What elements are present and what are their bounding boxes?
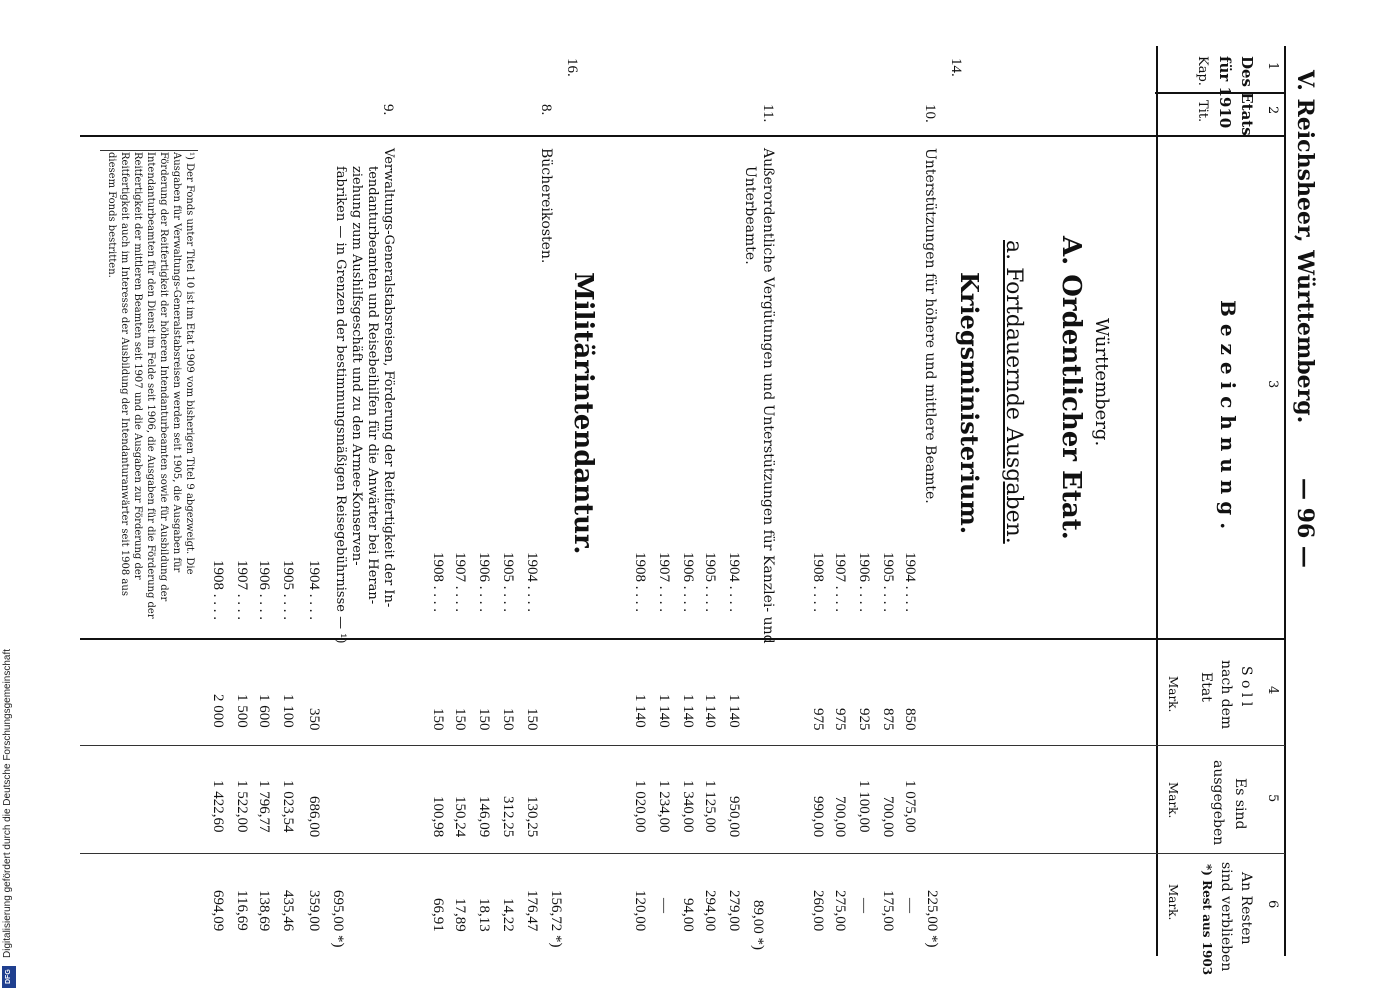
year-label: 1906 . . . .: [680, 552, 696, 612]
col4-rule: [80, 745, 1285, 746]
soll-value: 150: [430, 708, 446, 731]
rest-value: 176,47: [524, 890, 540, 932]
year-label: 1905 . . . .: [280, 560, 296, 620]
item-text: Außerordentliche Vergütungen und Unterstützungen für Kanzlei- und: [760, 148, 776, 644]
rest-value: 138,69: [256, 890, 272, 932]
year-label: 1904 . . . .: [902, 552, 918, 612]
soll-value: 1 140: [726, 694, 742, 728]
titel-number: 9.: [380, 104, 396, 116]
soll-value: 975: [832, 708, 848, 731]
soll-value: 925: [856, 708, 872, 731]
item-text: Büchereikosten.: [538, 148, 554, 264]
header-etat-b: für 1910: [1216, 56, 1234, 129]
col-number-6: 6: [1265, 900, 1280, 909]
year-label: 1904 . . . .: [726, 552, 742, 612]
rest-value: —: [902, 898, 918, 913]
heading-fortdauernde-ausgaben: a. Fortdauernde Ausgaben.: [1001, 240, 1026, 544]
col-number-1: 1: [1265, 62, 1280, 71]
rest-value: —: [656, 898, 672, 913]
year-label: 1904 . . . .: [524, 552, 540, 612]
soll-value: 150: [452, 708, 468, 731]
header-kap: Kap.: [1195, 56, 1210, 86]
header-rest-c: *) Rest aus 1903: [1200, 864, 1214, 976]
soll-value: 1 500: [234, 694, 250, 728]
soll-value: 350: [306, 708, 322, 731]
ausgegeben-value: 1 075,00: [902, 780, 918, 833]
year-label: 1907 . . . .: [656, 552, 672, 612]
year-label: 1904 . . . .: [306, 560, 322, 620]
soll-value: 1 140: [632, 694, 648, 728]
ausgegeben-value: 1 125,00: [702, 780, 718, 833]
rest-value: 359,00: [306, 890, 322, 932]
ausgegeben-value: 146,09: [476, 796, 492, 838]
header-tit: Tit.: [1195, 100, 1210, 123]
ausgegeben-value: 1 522,00: [234, 780, 250, 833]
header-body-rule: [1156, 46, 1158, 956]
rest-value: 66,91: [430, 898, 446, 932]
rest-value: 175,00: [880, 890, 896, 932]
header-soll-a: S o l l: [1238, 666, 1254, 707]
col5-rule: [80, 853, 1285, 854]
soll-value: 1 600: [256, 694, 272, 728]
kapitel-14: 14.: [948, 58, 964, 77]
ausgegeben-value: 1 100,00: [856, 780, 872, 833]
header-ausg-a: Es sind: [1232, 778, 1248, 830]
year-label: 1907 . . . .: [234, 560, 250, 620]
ausgegeben-value: 312,25: [500, 796, 516, 838]
year-label: 1907 . . . .: [832, 552, 848, 612]
footnote-rule: [100, 150, 198, 151]
soll-value: 875: [880, 708, 896, 731]
year-label: 1905 . . . .: [880, 552, 896, 612]
item-text: Unterbeamte.: [742, 166, 758, 265]
item-text: fabriken — in Grenzen der bestimmungsmäßigen Reisegebührnisse — ¹): [333, 166, 348, 644]
ausgegeben-value: 1 422,60: [210, 780, 226, 833]
col3-rule: [80, 638, 1285, 640]
header-bezeichnung: B e z e i c h n u n g .: [1216, 300, 1240, 530]
heading-militaerintendantur: Militärintendantur.: [568, 272, 598, 555]
soll-value: 1 140: [680, 694, 696, 728]
year-label: 1908 . . . .: [810, 552, 826, 612]
ausgegeben-value: 990,00: [810, 796, 826, 838]
year-label: 1908 . . . .: [430, 552, 446, 612]
heading-ordentlicher-etat: A. Ordentlicher Etat.: [1056, 236, 1086, 540]
titel-number: 8.: [538, 104, 554, 116]
ausgegeben-value: 1 020,00: [632, 780, 648, 833]
rest-value: —: [856, 898, 872, 913]
col-number-3: 3: [1265, 380, 1280, 389]
col2-rule: [80, 135, 1285, 137]
header-soll-b: nach dem: [1218, 660, 1234, 730]
header-rest-b: sind verblieben: [1218, 862, 1234, 972]
year-label: 1905 . . . .: [500, 552, 516, 612]
digitization-credit: Digitalisierung gefördert durch die Deutsche Forschungsgemeinschaft: [2, 648, 13, 958]
year-label: 1906 . . . .: [856, 552, 872, 612]
rest-value: 14,22: [500, 898, 516, 932]
header-rest-mark: Mark.: [1166, 884, 1180, 921]
year-label: 1906 . . . .: [476, 552, 492, 612]
ausgegeben-value: 1 340,00: [680, 780, 696, 833]
rest-value: 225,00 *): [924, 890, 940, 948]
heading-kriegsministerium: Kriegsministerium.: [955, 272, 984, 535]
ausgegeben-value: 100,98: [430, 796, 446, 838]
soll-value: 2 000: [210, 694, 226, 728]
rest-value: 695,00 *): [330, 890, 346, 948]
item-text: ziehung zum Aushilfsgeschäft und zu den Armee-Konserven-: [349, 166, 364, 566]
dfg-logo: DFG: [2, 966, 16, 988]
rest-value: 89,00 *): [750, 900, 766, 950]
rest-value: 694,09: [210, 890, 226, 932]
header-soll-c: Etat: [1198, 672, 1214, 702]
year-label: 1908 . . . .: [632, 552, 648, 612]
soll-value: 975: [810, 708, 826, 731]
rest-value: 279,00: [726, 890, 742, 932]
rest-value: 275,00: [832, 890, 848, 932]
heading-wuerttemberg: Württemberg.: [1091, 318, 1112, 447]
year-label: 1905 . . . .: [702, 552, 718, 612]
ausgegeben-value: 686,00: [306, 796, 322, 838]
soll-value: 150: [500, 708, 516, 731]
year-label: 1908 . . . .: [210, 560, 226, 620]
rest-value: 294,00: [702, 890, 718, 932]
ausgegeben-value: 950,00: [726, 796, 742, 838]
titel-number: 10.: [922, 104, 938, 123]
soll-value: 1 140: [702, 694, 718, 728]
titel-number: 11.: [760, 104, 776, 123]
soll-value: 1 140: [656, 694, 672, 728]
rest-value: 120,00: [632, 890, 648, 932]
page-number: — 96 —: [1292, 478, 1318, 568]
header-etat-a: Des Etats: [1238, 56, 1256, 136]
ausgegeben-value: 1 023,54: [280, 780, 296, 833]
soll-value: 150: [524, 708, 540, 731]
year-label: 1907 . . . .: [452, 552, 468, 612]
ausgegeben-value: 1 234,00: [656, 780, 672, 833]
header-rest-a: An Resten: [1238, 872, 1254, 945]
col-number-2: 2: [1265, 106, 1280, 115]
item-text: Verwaltungs-Generalstabsreisen, Förderung der Reitfertigkeit der In-: [381, 148, 396, 608]
header-soll-mark: Mark.: [1166, 676, 1180, 713]
rest-value: 435,46: [280, 890, 296, 932]
soll-value: 1 100: [280, 694, 296, 728]
ausgegeben-value: 700,00: [832, 796, 848, 838]
soll-value: 850: [902, 708, 918, 731]
item-text: Unterstützungen für höhere und mittlere Beamte.: [922, 148, 938, 504]
year-label: 1906 . . . .: [256, 560, 272, 620]
ausgegeben-value: 130,25: [524, 796, 540, 838]
rest-value: 260,00: [810, 890, 826, 932]
ausgegeben-value: 1 796,77: [256, 780, 272, 833]
rest-value: 18,13: [476, 898, 492, 932]
item-text: tendanturbeamten und Reisebeihilfen für die Anwärter bei Heran-: [365, 166, 380, 605]
col-number-5: 5: [1265, 794, 1280, 803]
rest-value: 17,89: [452, 898, 468, 932]
outer-rule-right: [1284, 46, 1286, 956]
header-ausg-b: ausgegeben: [1210, 760, 1226, 846]
header-ausg-mark: Mark.: [1166, 782, 1180, 819]
rest-value: 116,69: [234, 890, 250, 931]
kapitel-16: 16.: [564, 58, 580, 77]
soll-value: 150: [476, 708, 492, 731]
footnote: ¹) Der Fonds unter Titel 10 ist im Etat 1909 vom bisherigen Titel 9 abgezweigt. Die Ausgaben für Verwaltungs-Generalstabsreisen werden seit 1905, die Ausgaben für Förderung der Reitfertigkeit der höheren Intendanturbeamten sowie für Ausbildung der Intendanturbeamten für den Dienst im Felde seit 1906, die Ausgaben für die Förderung der Reitfertigkeit der mittleren Beamten seit 1907 und die Ausgaben zur Förderung der Reitfertigkeit auch im Interesse der Ausbildung der Intendanturanwärter seit 1908 aus diesem Fonds bestritten.: [106, 152, 195, 619]
page-title: V. Reichsheer, Württemberg.: [1292, 70, 1318, 424]
rest-value: 156,72 *): [548, 890, 564, 948]
rest-value: 94,00: [680, 898, 696, 932]
col-number-4: 4: [1265, 686, 1280, 695]
ausgegeben-value: 700,00: [880, 796, 896, 838]
ausgegeben-value: 150,24: [452, 796, 468, 838]
